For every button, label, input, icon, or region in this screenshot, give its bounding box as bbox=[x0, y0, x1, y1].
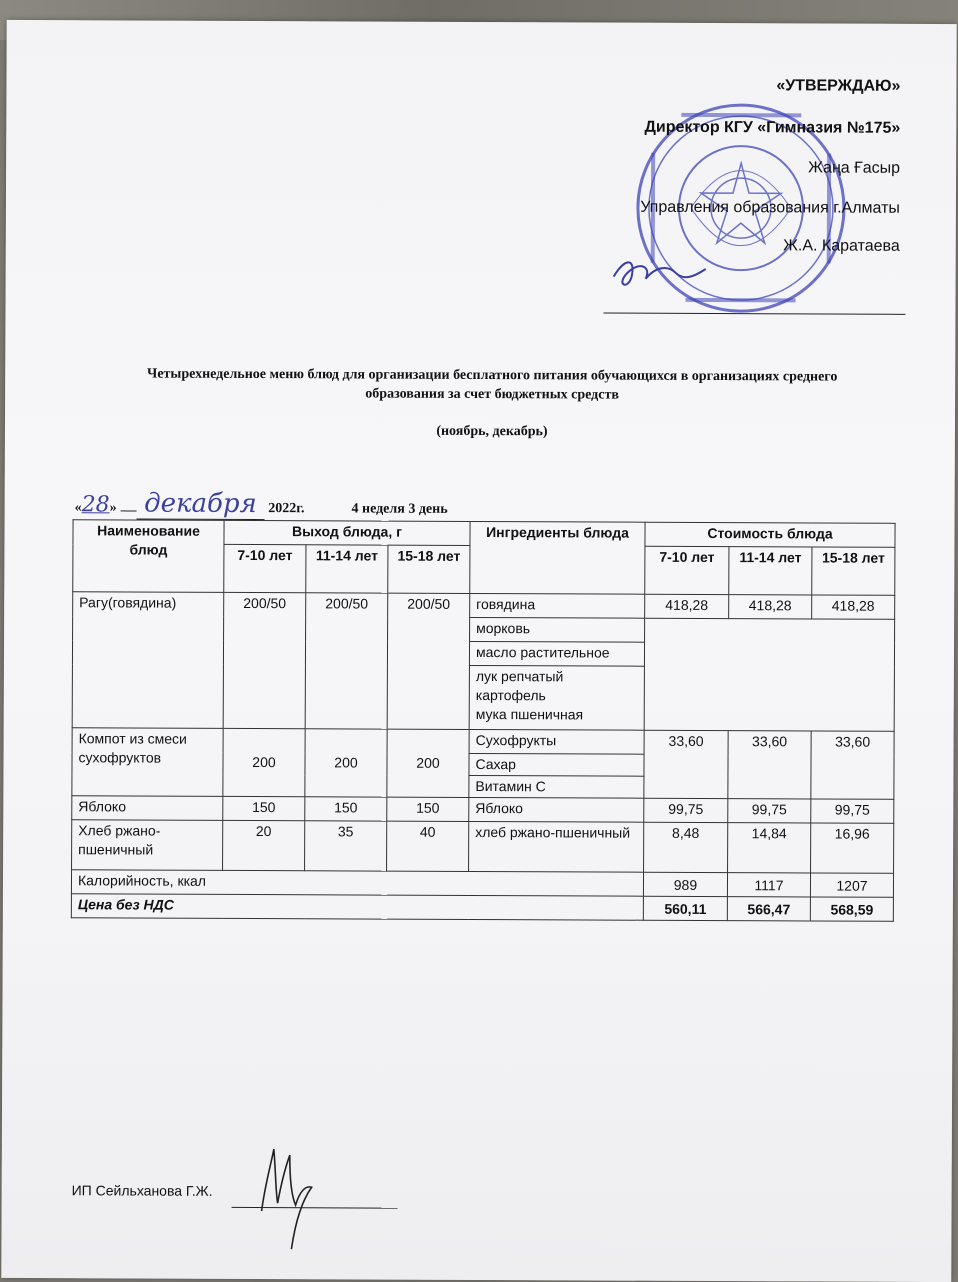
yield-cell: 20 bbox=[223, 820, 305, 870]
ingredient-line: лук репчатый bbox=[475, 667, 564, 685]
yield-cell: 150 bbox=[305, 797, 387, 821]
cost-cell: 8,48 bbox=[644, 822, 728, 872]
empty-cost-cell bbox=[644, 618, 895, 731]
date-month-handwritten: декабря bbox=[136, 489, 265, 521]
price-row bbox=[71, 894, 893, 922]
ingredient-cell: морковь bbox=[470, 617, 645, 642]
table-row bbox=[73, 592, 895, 620]
yield-cell: 200 bbox=[387, 729, 469, 797]
cost-cell: 418,28 bbox=[812, 595, 895, 619]
ingredient-cell: говядина bbox=[470, 593, 645, 618]
cost-cell: 33,60 bbox=[728, 731, 811, 799]
calories-value: 989 bbox=[643, 872, 727, 896]
yield-cell: 35 bbox=[305, 821, 387, 871]
header-cost-15-18: 15-18 лет bbox=[812, 547, 895, 595]
header-yield-15-18: 15-18 лет bbox=[388, 545, 470, 593]
header-cost-7-10: 7-10 лет bbox=[645, 546, 729, 594]
date-day-handwritten: 28 bbox=[81, 492, 110, 518]
header-yield-11-14: 11-14 лет bbox=[306, 545, 388, 593]
dish-name-cell: Хлеб ржано-пшеничный bbox=[72, 820, 223, 871]
ingredient-cell: масло растительное bbox=[469, 641, 644, 666]
director-signature bbox=[606, 247, 716, 297]
table-row bbox=[72, 796, 894, 824]
menu-period: (ноябрь, декабрь) bbox=[436, 423, 548, 440]
calories-label: Калорийность, ккал bbox=[71, 870, 643, 896]
approval-director: Директор КГУ «Гимназия №175» bbox=[644, 118, 901, 137]
ingredient-cell: хлеб ржано-пшеничный bbox=[469, 821, 644, 872]
table-row bbox=[72, 728, 894, 756]
yield-cell: 40 bbox=[387, 821, 469, 871]
calories-value: 1207 bbox=[810, 873, 893, 897]
calories-row bbox=[71, 870, 893, 898]
table-row bbox=[72, 820, 894, 874]
approval-signatory: Ж.А. Каратаева bbox=[783, 237, 900, 255]
calories-value: 1117 bbox=[727, 873, 810, 897]
dish-name-cell: Компот из смеси сухофруктов bbox=[72, 728, 223, 797]
date-year: 2022г. bbox=[268, 501, 305, 517]
ingredient-cell: Сухофрукты bbox=[469, 729, 644, 754]
approval-heading: «УТВЕРЖДАЮ» bbox=[776, 77, 901, 95]
week-day-label: 4 неделя 3 день bbox=[351, 501, 448, 517]
cost-cell: 99,75 bbox=[811, 799, 894, 823]
yield-cell: 150 bbox=[223, 796, 305, 820]
date-open-quote: « bbox=[74, 500, 82, 516]
title-line-1: Четырехнедельное меню блюд для организации бесплатного питания обучающихся в организациях среднего bbox=[147, 366, 838, 385]
document-page bbox=[1, 20, 956, 1282]
cost-cell: 99,75 bbox=[644, 798, 728, 822]
yield-cell: 200 bbox=[223, 728, 305, 796]
yield-cell: 200 bbox=[305, 729, 387, 797]
cost-cell: 33,60 bbox=[644, 730, 728, 798]
approval-department: Управления образования г.Алматы bbox=[640, 198, 900, 217]
cost-cell: 14,84 bbox=[728, 823, 811, 873]
yield-cell: 150 bbox=[387, 797, 469, 821]
cost-cell: 16,96 bbox=[811, 823, 894, 873]
menu-table bbox=[71, 519, 896, 922]
yield-cell: 200/50 bbox=[305, 593, 388, 729]
ingredient-line: картофель bbox=[475, 686, 546, 704]
header-yield-7-10: 7-10 лет bbox=[224, 544, 306, 592]
document-title bbox=[75, 364, 909, 406]
yield-cell: 200/50 bbox=[223, 592, 306, 728]
price-label: Цена без НДС bbox=[71, 894, 643, 920]
header-ingredients: Ингредиенты блюда bbox=[470, 521, 645, 594]
header-cost: Стоимость блюда bbox=[645, 522, 895, 547]
approval-school-name: Жаңа Ғасыр bbox=[808, 159, 901, 177]
ingredient-cell: Сахар bbox=[469, 753, 644, 776]
title-line-2: образования за счет бюджетных средств bbox=[365, 386, 619, 403]
dish-name-cell: Рагу(говядина) bbox=[72, 592, 224, 729]
dish-name-cell: Яблоко bbox=[72, 796, 223, 821]
yield-cell: 200/50 bbox=[387, 593, 470, 729]
price-value: 566,47 bbox=[727, 897, 810, 921]
ingredient-line: мука пшеничная bbox=[475, 705, 584, 723]
menu-date bbox=[75, 488, 448, 520]
cost-cell: 418,28 bbox=[729, 595, 812, 619]
cost-cell: 99,75 bbox=[728, 799, 811, 823]
header-yield: Выход блюда, г bbox=[224, 520, 470, 545]
header-cost-11-14: 11-14 лет bbox=[729, 547, 812, 595]
cost-cell: 33,60 bbox=[811, 731, 894, 799]
header-dish-name: Наименование блюд bbox=[73, 520, 224, 593]
cost-cell: 418,28 bbox=[645, 594, 729, 618]
supplier-signature bbox=[251, 1141, 321, 1253]
ingredient-cell: Яблоко bbox=[469, 797, 644, 822]
price-value: 568,59 bbox=[810, 897, 893, 921]
date-close-quote: » bbox=[109, 500, 117, 516]
ingredient-cell-multi bbox=[469, 665, 644, 730]
supplier-label: ИП Сейльханова Г.Ж. bbox=[71, 1182, 213, 1199]
price-value: 560,11 bbox=[643, 896, 727, 920]
ingredient-cell: Витамин С bbox=[469, 775, 644, 798]
